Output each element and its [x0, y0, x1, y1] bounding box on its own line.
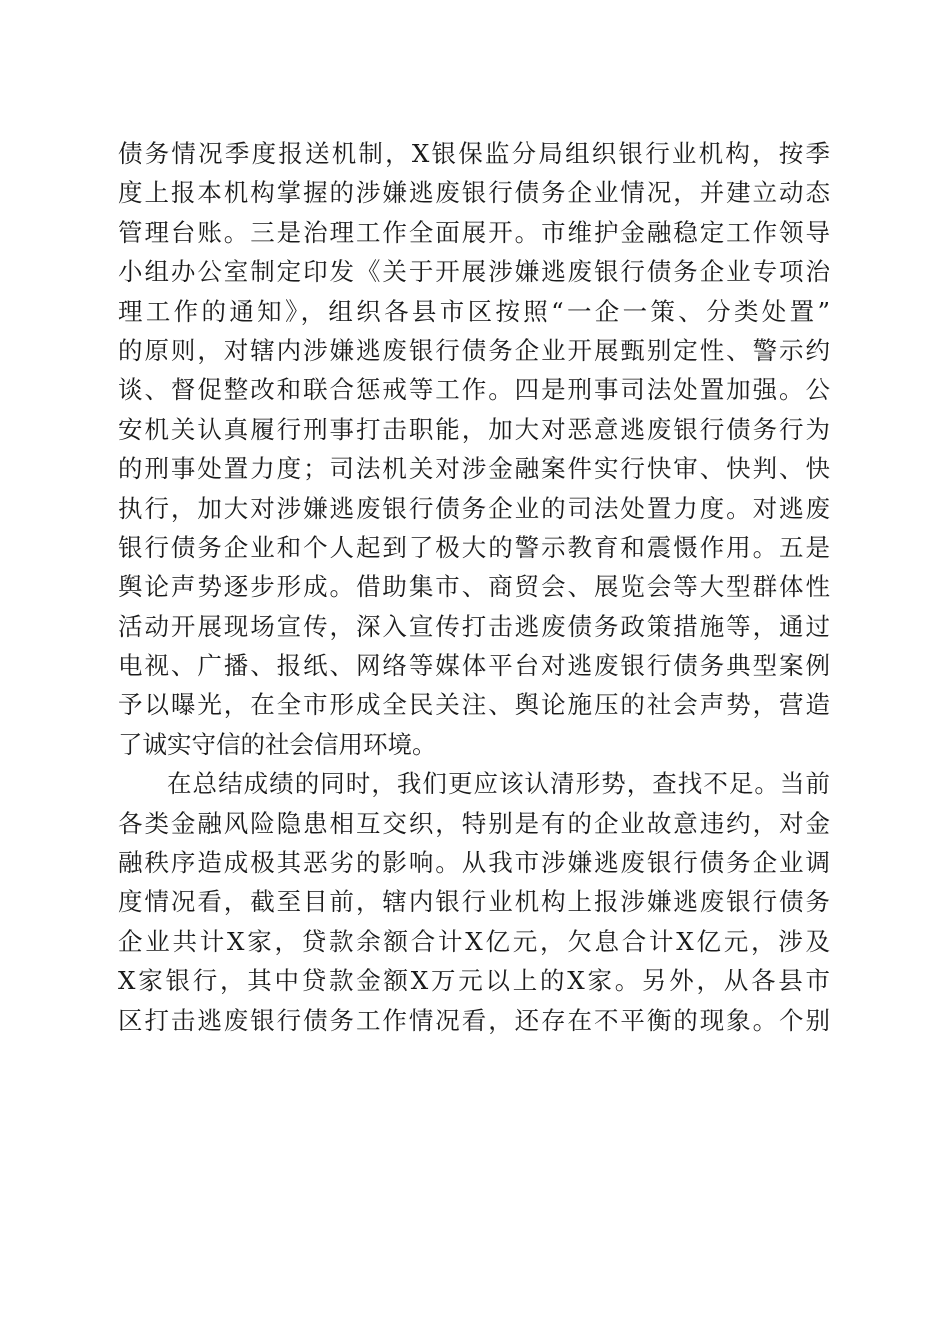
text-line: 理工作的通知》，组织各县市区按照“一企一策、分类处置”: [118, 296, 830, 326]
text-line: 执行，加大对涉嫌逃废银行债务企业的司法处置力度。对逃废: [118, 493, 830, 523]
text-line: 小组办公室制定印发《关于开展涉嫌逃废银行债务企业专项治: [118, 257, 830, 287]
text-line: 企业共计X家，贷款余额合计X亿元，欠息合计X亿元，涉及: [118, 926, 830, 956]
text-line: 融秩序造成极其恶劣的影响。从我市涉嫌逃废银行债务企业调: [118, 848, 830, 878]
text-line: 电视、广播、报纸、网络等媒体平台对逃废银行债务典型案例: [118, 651, 830, 681]
text-line: 予以曝光，在全市形成全民关注、舆论施压的社会声势，营造: [118, 690, 830, 720]
text-line: 债务情况季度报送机制，X银保监分局组织银行业机构，按季: [118, 139, 830, 168]
text-line: 管理台账。三是治理工作全面展开。市维护金融稳定工作领导: [118, 217, 830, 247]
text-line: X家银行，其中贷款金额X万元以上的X家。另外，从各县市: [118, 966, 830, 996]
document-body: [118, 134, 830, 1040]
text-line: 的刑事处置力度；司法机关对涉金融案件实行快审、快判、快: [118, 454, 830, 484]
text-line: 各类金融风险隐患相互交织，特别是有的企业故意违约，对金: [118, 808, 830, 838]
text-line: 度上报本机构掌握的涉嫌逃废银行债务企业情况，并建立动态: [118, 178, 830, 208]
text-line: 安机关认真履行刑事打击职能，加大对恶意逃废银行债务行为: [118, 414, 830, 444]
paragraph-end-line: 了诚实守信的社会信用环境。: [118, 729, 437, 759]
text-line: 谈、督促整改和联合惩戒等工作。四是刑事司法处置加强。公: [118, 375, 830, 405]
text-line: 活动开展现场宣传，深入宣传打击逃废债务政策措施等，通过: [118, 611, 830, 641]
text-line: 度情况看，截至目前，辖内银行业机构上报涉嫌逃废银行债务: [118, 887, 830, 917]
paragraph-start-line: 在总结成绩的同时，我们更应该认清形势，查找不足。当前: [167, 769, 830, 799]
text-line: 舆论声势逐步形成。借助集市、商贸会、展览会等大型群体性: [118, 572, 830, 602]
text-line: 的原则，对辖内涉嫌逃废银行债务企业开展甄别定性、警示约: [118, 335, 830, 365]
text-line: 区打击逃废银行债务工作情况看，还存在不平衡的现象。个别: [118, 1005, 830, 1035]
text-line: 银行债务企业和个人起到了极大的警示教育和震慑作用。五是: [118, 532, 830, 562]
